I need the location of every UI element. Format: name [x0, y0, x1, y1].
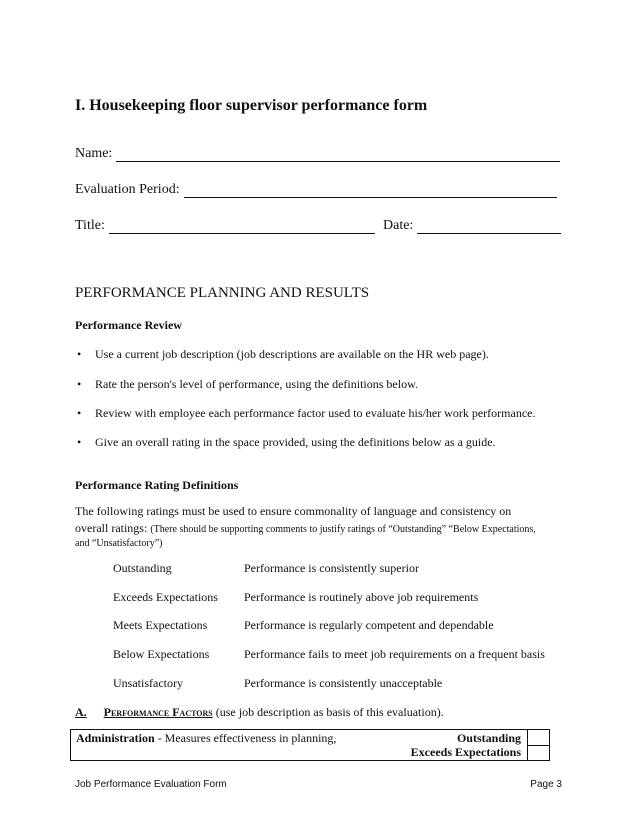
definitions-paragraph-line-2 — [75, 521, 536, 536]
rating-description: Performance is regularly competent and dependable — [244, 618, 494, 632]
title-field[interactable] — [75, 218, 375, 234]
definitions-paragraph-line-1: The following ratings must be used to ensure commonality of language and consistency on — [75, 504, 512, 518]
rating-description: Performance is consistently superior — [244, 561, 419, 575]
review-bullet-3: Review with employee each performance factor used to evaluate his/her work performance. — [95, 406, 536, 420]
exceeds-expectations-checkbox[interactable] — [527, 745, 550, 760]
evaluation-period-line[interactable] — [184, 182, 557, 198]
page-number: Page 3 — [530, 779, 562, 790]
name-label: Name: — [75, 146, 113, 161]
rating-name: Meets Expectations — [113, 618, 208, 632]
rating-name: Below Expectations — [113, 647, 210, 661]
date-line[interactable] — [417, 218, 561, 234]
bullet-icon: • — [77, 435, 82, 449]
name-line[interactable] — [116, 146, 560, 162]
section-heading: PERFORMANCE PLANNING AND RESULTS — [75, 285, 370, 301]
factor-cell — [71, 730, 528, 760]
review-bullet-4: Give an overall rating in the space provided, using the definitions below as a guide. — [95, 435, 496, 449]
review-bullet-2: Rate the person's level of performance, using the definitions below. — [95, 377, 418, 391]
date-field[interactable] — [383, 218, 561, 234]
section-a-heading — [75, 705, 444, 720]
performance-review-heading: Performance Review — [75, 318, 182, 332]
section-a-label: A. — [75, 705, 87, 719]
definitions-paragraph-line-3: and “Unsatisfactory”) — [75, 538, 163, 549]
administration-label: Administration — [76, 731, 155, 745]
date-label: Date: — [383, 218, 414, 233]
rating-outstanding-label: Outstanding — [456, 731, 521, 745]
rating-name: Exceeds Expectations — [113, 590, 218, 604]
rating-description: Performance is routinely above job requirements — [244, 590, 479, 604]
page-title: I. Housekeeping floor supervisor performance form — [75, 97, 428, 114]
rating-description: Performance fails to meet job requirements on a frequent basis — [244, 647, 545, 661]
section-a-note: (use job description as basis of this evaluation). — [215, 705, 444, 719]
supporting-comments-note: (There should be supporting comments to justify ratings of “Outstanding” “Below Expectations, — [150, 524, 536, 535]
overall-ratings-text: overall ratings: — [75, 521, 148, 535]
administration-description: - Measures effectiveness in planning, — [157, 731, 337, 745]
outstanding-checkbox[interactable] — [527, 730, 550, 746]
bullet-icon: • — [77, 347, 82, 361]
evaluation-period-field[interactable] — [75, 182, 557, 198]
title-line[interactable] — [109, 218, 375, 234]
rating-description: Performance is consistently unacceptable — [244, 676, 443, 690]
bullet-icon: • — [77, 406, 82, 420]
performance-factor-table — [70, 729, 550, 761]
rating-definitions-heading: Performance Rating Definitions — [75, 478, 239, 492]
bullet-icon: • — [77, 377, 82, 391]
rating-exceeds-label: Exceeds Expectations — [410, 745, 521, 759]
review-bullet-1: Use a current job description (job descriptions are available on the HR web page). — [95, 347, 489, 361]
administration-factor — [76, 731, 336, 746]
evaluation-period-label: Evaluation Period: — [75, 182, 180, 197]
rating-name: Unsatisfactory — [113, 676, 183, 690]
footer-title: Job Performance Evaluation Form — [75, 779, 227, 790]
rating-name: Outstanding — [113, 561, 172, 575]
title-label: Title: — [75, 218, 105, 233]
name-field[interactable] — [75, 146, 560, 162]
performance-factors-heading: Performance Factors — [103, 705, 213, 719]
